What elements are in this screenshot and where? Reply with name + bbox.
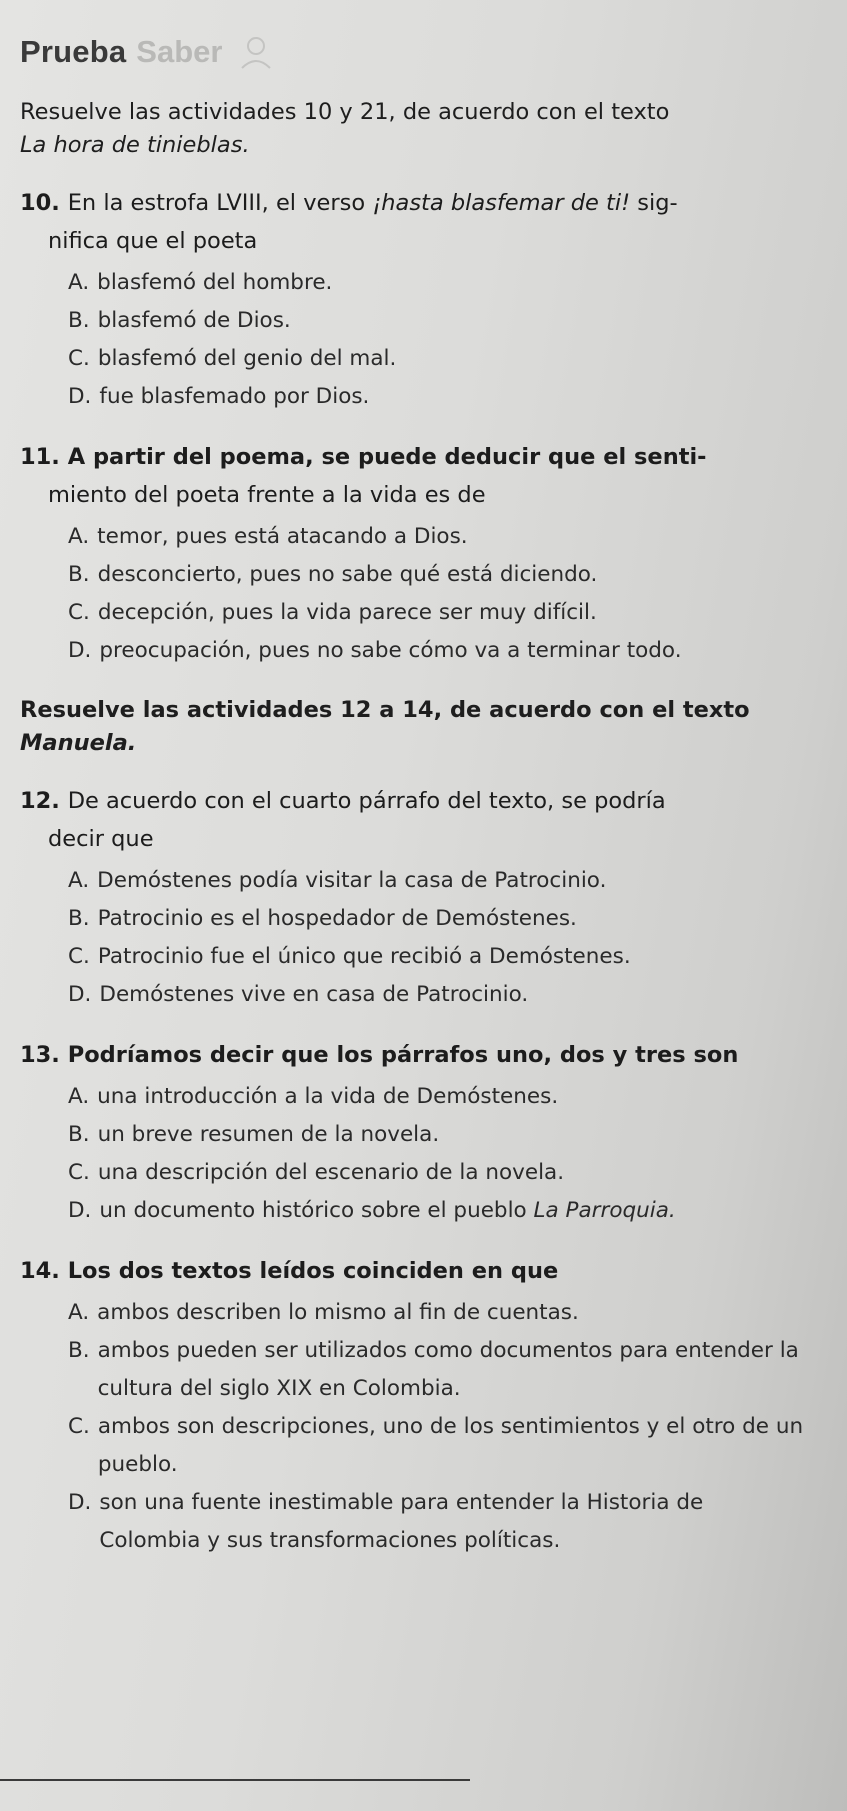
- option-text: blasfemó de Dios.: [97, 308, 291, 333]
- option-text: [99, 1192, 807, 1230]
- option-letter: A.: [68, 524, 90, 549]
- option-letter: B.: [68, 1122, 90, 1147]
- option-d[interactable]: [68, 976, 807, 1014]
- question-12: [20, 782, 807, 1014]
- option-text: preocupación, pues no sabe cómo va a terminar todo.: [99, 638, 682, 663]
- answer-options: [68, 862, 807, 1014]
- option-letter: C.: [68, 346, 90, 371]
- option-a[interactable]: [68, 1078, 807, 1116]
- option-letter: C.: [68, 1160, 90, 1185]
- option-text: decepción, pues la vida parece ser muy difícil.: [97, 600, 597, 625]
- option-text: una introducción a la vida de Demóstenes.: [97, 1084, 559, 1109]
- question-number: 12.: [20, 788, 60, 814]
- brand-title: Prueba: [20, 34, 127, 69]
- stem-quote: ¡hasta blasfemar de ti!: [372, 190, 631, 216]
- option-text: una descripción del escenario de la novela.: [97, 1160, 565, 1185]
- option-text: ambos son descripciones, uno de los sentimientos y el otro de un pueblo.: [97, 1414, 804, 1477]
- option-text: blasfemó del genio del mal.: [97, 346, 397, 371]
- option-text-main: un documento histórico sobre el pueblo: [99, 1198, 534, 1223]
- option-c[interactable]: [68, 938, 807, 976]
- question-stem: [20, 1252, 807, 1290]
- option-text-title: La Parroquia.: [533, 1198, 676, 1223]
- option-text: son una fuente inestimable para entender la Historia de Colombia y sus transformaciones políticas.: [99, 1490, 704, 1553]
- stem-continuation: decir que: [48, 826, 154, 852]
- question-number: 11.: [20, 444, 60, 470]
- option-b[interactable]: [68, 1116, 807, 1154]
- option-text: blasfemó del hombre.: [97, 270, 333, 295]
- option-text: desconcierto, pues no sabe qué está diciendo.: [97, 562, 598, 587]
- option-text: ambos pueden ser utilizados como documentos para entender la cultura del siglo XIX en Colombia.: [97, 1338, 799, 1401]
- option-text: fue blasfemado por Dios.: [99, 384, 370, 409]
- stem-text: A partir del poema, se puede deducir que el senti-: [67, 444, 707, 470]
- answer-options: [68, 264, 807, 416]
- stem-text: Podríamos decir que los párrafos uno, dos y tres son: [67, 1042, 739, 1068]
- question-number: 13.: [20, 1042, 60, 1068]
- option-letter: B.: [68, 906, 90, 931]
- instruction-block-2: [20, 694, 807, 760]
- question-stem: [20, 438, 807, 514]
- option-text: Patrocinio fue el único que recibió a Demóstenes.: [97, 944, 631, 969]
- option-letter: B.: [68, 562, 90, 587]
- question-14: [20, 1252, 807, 1560]
- publisher-logo-icon: [234, 30, 278, 74]
- option-text: temor, pues está atacando a Dios.: [97, 524, 468, 549]
- option-a[interactable]: [68, 518, 807, 556]
- option-d[interactable]: [68, 1484, 807, 1560]
- option-c[interactable]: [68, 1408, 807, 1484]
- option-letter: A.: [68, 868, 90, 893]
- option-a[interactable]: [68, 264, 807, 302]
- source-title: La hora de tinieblas.: [20, 132, 250, 158]
- option-b[interactable]: [68, 556, 807, 594]
- stem-text-end: sig-: [630, 190, 678, 216]
- question-number: 10.: [20, 190, 60, 216]
- option-c[interactable]: [68, 594, 807, 632]
- question-stem: [20, 782, 807, 858]
- option-b[interactable]: [68, 302, 807, 340]
- option-text: Demóstenes vive en casa de Patrocinio.: [99, 982, 529, 1007]
- stem-text: En la estrofa LVIII, el verso: [67, 190, 373, 216]
- option-c[interactable]: [68, 340, 807, 378]
- stem-text: Los dos textos leídos coinciden en que: [67, 1258, 559, 1284]
- option-letter: D.: [68, 638, 92, 663]
- option-letter: D.: [68, 1490, 92, 1515]
- instruction-text: Resuelve las actividades 10 y 21, de acuerdo con el texto: [20, 99, 670, 125]
- option-letter: D.: [68, 982, 92, 1007]
- option-d[interactable]: [68, 378, 807, 416]
- option-a[interactable]: [68, 1294, 807, 1332]
- question-number: 14.: [20, 1258, 60, 1284]
- option-b[interactable]: [68, 1332, 807, 1408]
- answer-options: [68, 1078, 807, 1230]
- option-letter: C.: [68, 600, 90, 625]
- option-letter: C.: [68, 944, 90, 969]
- option-letter: B.: [68, 308, 90, 333]
- option-text: Demóstenes podía visitar la casa de Patrocinio.: [97, 868, 607, 893]
- question-stem: [20, 1036, 807, 1074]
- option-letter: A.: [68, 1084, 90, 1109]
- page-bottom-rule: [0, 1779, 470, 1781]
- question-stem: [20, 184, 807, 260]
- option-letter: A.: [68, 1300, 90, 1325]
- stem-text: De acuerdo con el cuarto párrafo del texto, se podría: [67, 788, 666, 814]
- question-10: [20, 184, 807, 416]
- option-letter: A.: [68, 270, 90, 295]
- option-a[interactable]: [68, 862, 807, 900]
- option-letter: C.: [68, 1414, 90, 1439]
- option-text: un breve resumen de la novela.: [97, 1122, 440, 1147]
- option-d[interactable]: [68, 1192, 807, 1230]
- instruction-text: Resuelve las actividades 12 a 14, de acuerdo con el texto: [20, 697, 750, 723]
- instruction-block-1: [20, 96, 807, 162]
- question-13: [20, 1036, 807, 1230]
- option-d[interactable]: [68, 632, 807, 670]
- stem-continuation: nifica que el poeta: [48, 228, 258, 254]
- option-letter: B.: [68, 1338, 90, 1363]
- option-b[interactable]: [68, 900, 807, 938]
- answer-options: [68, 1294, 807, 1560]
- option-text: Patrocinio es el hospedador de Demóstenes.: [97, 906, 577, 931]
- option-text: ambos describen lo mismo al fin de cuentas.: [97, 1300, 579, 1325]
- brand-subtitle: Saber: [136, 34, 223, 69]
- question-11: [20, 438, 807, 670]
- answer-options: [68, 518, 807, 670]
- option-letter: D.: [68, 1198, 92, 1223]
- page-header: [20, 22, 807, 82]
- stem-continuation: miento del poeta frente a la vida es de: [48, 482, 486, 508]
- source-title: Manuela.: [20, 730, 137, 756]
- option-letter: D.: [68, 384, 92, 409]
- option-c[interactable]: [68, 1154, 807, 1192]
